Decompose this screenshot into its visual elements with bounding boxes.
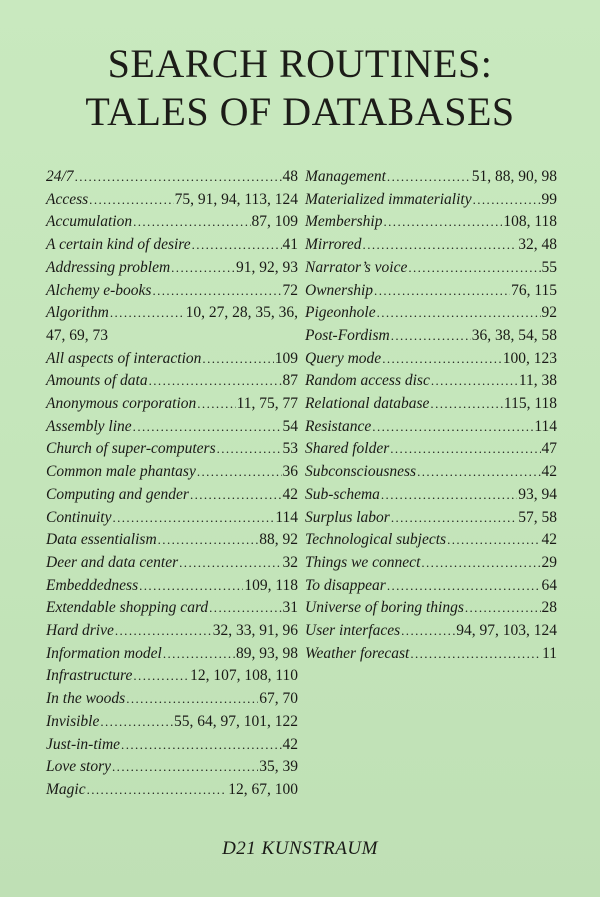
index-pages: 10, 27, 28, 35, 36, bbox=[185, 304, 298, 322]
dot-leader bbox=[391, 507, 517, 530]
index-term: User interfaces bbox=[305, 622, 401, 640]
index-entry bbox=[46, 393, 298, 416]
index-term: Random access disc bbox=[305, 372, 430, 390]
index-entry bbox=[46, 189, 298, 212]
index-term: Computing and gender bbox=[46, 485, 189, 503]
index-term: Hard drive bbox=[46, 622, 114, 640]
index-entry bbox=[46, 529, 298, 552]
index-term: 24/7 bbox=[46, 168, 74, 185]
index-term: Weather forecast bbox=[305, 644, 410, 662]
dot-leader bbox=[89, 189, 173, 212]
index-pages: 100, 123 bbox=[502, 349, 557, 367]
index-column-left bbox=[46, 166, 298, 802]
index-pages: 42 bbox=[282, 485, 298, 503]
index-term: Accumulation bbox=[46, 213, 133, 231]
index-term: Magic bbox=[46, 780, 86, 798]
index-pages: 47 bbox=[541, 440, 557, 458]
dot-leader bbox=[133, 665, 189, 688]
index-entry bbox=[305, 370, 557, 393]
index-pages: 11 bbox=[542, 644, 557, 662]
index-term: Relational database bbox=[305, 395, 430, 413]
index-entry bbox=[46, 688, 298, 711]
index-pages-continued: 47, 69, 73 bbox=[46, 326, 108, 344]
index-entry bbox=[46, 416, 298, 439]
dot-leader bbox=[112, 507, 274, 530]
dot-leader bbox=[179, 552, 281, 575]
index-pages: 48 bbox=[282, 168, 298, 185]
index-entry bbox=[46, 280, 298, 303]
index-term: Extendable shopping card bbox=[46, 599, 209, 617]
index-pages: 87 bbox=[282, 372, 298, 390]
dot-leader bbox=[387, 166, 471, 189]
dot-leader bbox=[171, 257, 235, 280]
dot-leader bbox=[410, 643, 541, 666]
index-pages: 75, 91, 94, 113, 124 bbox=[174, 190, 298, 208]
index-pages: 54 bbox=[282, 417, 298, 435]
index-pages: 99 bbox=[541, 190, 557, 208]
index-entry bbox=[46, 552, 298, 575]
index-pages: 51, 88, 90, 98 bbox=[471, 168, 557, 185]
dot-leader bbox=[473, 189, 541, 212]
index-entry bbox=[305, 348, 557, 371]
index-term: A certain kind of desire bbox=[46, 236, 191, 254]
index-term: Ownership bbox=[305, 281, 374, 299]
dot-leader bbox=[121, 734, 281, 757]
index-entry bbox=[46, 484, 298, 507]
index-term: Surplus labor bbox=[305, 508, 390, 526]
dot-leader bbox=[133, 211, 250, 234]
index-entry bbox=[305, 234, 557, 257]
index-entry bbox=[305, 484, 557, 507]
index-entry bbox=[305, 620, 557, 643]
index-pages: 91, 92, 93 bbox=[236, 258, 298, 276]
dot-leader bbox=[112, 756, 258, 779]
index-column-right bbox=[305, 166, 557, 665]
index-pages: 55 bbox=[541, 258, 557, 276]
dot-leader bbox=[430, 393, 502, 416]
index-pages: 28 bbox=[541, 599, 557, 617]
index-pages: 114 bbox=[534, 417, 557, 435]
dot-leader bbox=[75, 166, 282, 189]
index-pages: 53 bbox=[282, 440, 298, 458]
index-pages: 35, 39 bbox=[259, 758, 298, 776]
index-term: Resistance bbox=[305, 417, 372, 435]
dot-leader bbox=[384, 211, 503, 234]
dot-leader bbox=[374, 280, 510, 303]
index-entry bbox=[305, 166, 557, 189]
dot-leader bbox=[163, 643, 235, 666]
index-term: Query mode bbox=[305, 349, 382, 367]
index-term: Technological subjects bbox=[305, 531, 447, 549]
index-pages: 36 bbox=[282, 463, 298, 481]
index-pages: 57, 58 bbox=[518, 508, 557, 526]
index-entry bbox=[305, 597, 557, 620]
index-pages: 115, 118 bbox=[503, 395, 557, 413]
dot-leader bbox=[149, 370, 282, 393]
index-pages: 93, 94 bbox=[518, 485, 557, 503]
index-pages: 12, 107, 108, 110 bbox=[190, 667, 298, 685]
dot-leader bbox=[100, 711, 173, 734]
index-pages: 55, 64, 97, 101, 122 bbox=[174, 712, 298, 730]
index-term: Post-Fordism bbox=[305, 326, 390, 344]
dot-leader bbox=[197, 461, 282, 484]
index-entry bbox=[46, 348, 298, 371]
dot-leader bbox=[115, 620, 212, 643]
index-term: Amounts of data bbox=[46, 372, 148, 390]
index-term: To disappear bbox=[305, 576, 386, 594]
dot-leader bbox=[190, 484, 282, 507]
index-term: Data essentialism bbox=[46, 531, 157, 549]
index-term: Shared folder bbox=[305, 440, 390, 458]
index-term: Access bbox=[46, 190, 89, 208]
index-entry bbox=[305, 325, 557, 348]
index-term: Continuity bbox=[46, 508, 112, 526]
index-pages: 88, 92 bbox=[259, 531, 298, 549]
index-term: Common male phantasy bbox=[46, 463, 196, 481]
index-entry bbox=[46, 575, 298, 598]
index-term: In the woods bbox=[46, 690, 126, 708]
index-term: Embeddedness bbox=[46, 576, 139, 594]
index-pages: 87, 109 bbox=[251, 213, 298, 231]
index-term: Sub-schema bbox=[305, 485, 380, 503]
dot-leader bbox=[87, 779, 228, 802]
index-entry bbox=[46, 665, 298, 688]
dot-leader bbox=[417, 461, 540, 484]
dot-leader bbox=[363, 234, 518, 257]
dot-leader bbox=[447, 529, 540, 552]
index-entry bbox=[46, 711, 298, 734]
dot-leader bbox=[377, 302, 541, 325]
dot-leader bbox=[139, 575, 243, 598]
dot-leader bbox=[401, 620, 455, 643]
index-pages: 11, 75, 77 bbox=[236, 395, 298, 413]
index-entry bbox=[305, 393, 557, 416]
index-pages: 29 bbox=[541, 553, 557, 571]
index-term: Invisible bbox=[46, 712, 100, 730]
index-entry bbox=[305, 507, 557, 530]
index-term: Anonymous corporation bbox=[46, 395, 197, 413]
index-entry bbox=[46, 211, 298, 234]
index-entry bbox=[46, 779, 298, 802]
dot-leader bbox=[110, 302, 185, 325]
dot-leader bbox=[421, 552, 540, 575]
dot-leader bbox=[152, 280, 281, 303]
index-term: Things we connect bbox=[305, 553, 421, 571]
index-term: Alchemy e-books bbox=[46, 281, 152, 299]
index-entry bbox=[46, 166, 298, 189]
index-entry bbox=[46, 597, 298, 620]
index-term: Algorithm bbox=[46, 304, 109, 322]
dot-leader bbox=[431, 370, 518, 393]
dot-leader bbox=[126, 688, 258, 711]
dot-leader bbox=[408, 257, 540, 280]
index-term: Narrator’s voice bbox=[305, 258, 408, 276]
index-entry bbox=[46, 234, 298, 257]
index-pages: 42 bbox=[541, 463, 557, 481]
dot-leader bbox=[217, 438, 282, 461]
index-entry bbox=[46, 438, 298, 461]
index-entry bbox=[46, 461, 298, 484]
index-entry bbox=[305, 302, 557, 325]
index-term: Addressing problem bbox=[46, 258, 171, 276]
index-pages: 32 bbox=[282, 553, 298, 571]
index-entry bbox=[46, 370, 298, 393]
index-pages: 64 bbox=[541, 576, 557, 594]
publisher-name: D21 KUNSTRAUM bbox=[222, 838, 378, 859]
index-pages: 32, 48 bbox=[518, 236, 557, 254]
index-entry bbox=[305, 211, 557, 234]
index-pages: 108, 118 bbox=[503, 213, 557, 231]
index-term: Pigeonhole bbox=[305, 304, 376, 322]
index-pages: 36, 38, 54, 58 bbox=[471, 326, 557, 344]
index-term: Materialized immateriality bbox=[305, 190, 472, 208]
index-pages: 42 bbox=[282, 735, 298, 753]
index-pages: 41 bbox=[282, 236, 298, 254]
index-entry bbox=[46, 302, 298, 325]
title-line-2: TALES OF DATABASES bbox=[85, 89, 515, 134]
book-title bbox=[0, 40, 600, 136]
index-entry bbox=[46, 257, 298, 280]
index-entry bbox=[305, 575, 557, 598]
index-pages: 12, 67, 100 bbox=[228, 780, 298, 798]
index-entry bbox=[305, 438, 557, 461]
index-entry bbox=[46, 643, 298, 666]
dot-leader bbox=[381, 484, 517, 507]
index-pages: 92 bbox=[541, 304, 557, 322]
index-entry bbox=[305, 643, 557, 666]
dot-leader bbox=[133, 416, 282, 439]
index-pages: 94, 97, 103, 124 bbox=[456, 622, 557, 640]
index-pages: 89, 93, 98 bbox=[236, 644, 298, 662]
index-term: Subconsciousness bbox=[305, 463, 417, 481]
index-entry bbox=[46, 620, 298, 643]
index-pages: 72 bbox=[282, 281, 298, 299]
index-term: Love story bbox=[46, 758, 112, 776]
index-entry bbox=[305, 189, 557, 212]
index-entry bbox=[305, 280, 557, 303]
index-entry bbox=[305, 416, 557, 439]
index-pages: 109 bbox=[274, 349, 298, 367]
index-entry bbox=[46, 756, 298, 779]
index-term: Infrastructure bbox=[46, 667, 133, 685]
index-pages: 67, 70 bbox=[259, 690, 298, 708]
index-entry bbox=[305, 552, 557, 575]
index-pages: 42 bbox=[541, 531, 557, 549]
index-pages: 109, 118 bbox=[244, 576, 298, 594]
index-entry bbox=[305, 257, 557, 280]
index-term: Membership bbox=[305, 213, 383, 231]
index-term: Information model bbox=[46, 644, 162, 662]
dot-leader bbox=[192, 234, 282, 257]
index-term: Management bbox=[305, 168, 386, 185]
dot-leader bbox=[209, 597, 281, 620]
index-term: Assembly line bbox=[46, 417, 132, 435]
dot-leader bbox=[202, 348, 273, 371]
index-entry bbox=[46, 507, 298, 530]
title-line-1: SEARCH ROUTINES: bbox=[107, 41, 493, 86]
dot-leader bbox=[382, 348, 502, 371]
index-pages: 11, 38 bbox=[518, 372, 557, 390]
dot-leader bbox=[197, 393, 235, 416]
index-pages: 76, 115 bbox=[511, 281, 557, 299]
index-pages: 32, 33, 91, 96 bbox=[212, 622, 298, 640]
index-term: Deer and data center bbox=[46, 553, 179, 571]
dot-leader bbox=[391, 325, 471, 348]
index-entry bbox=[305, 461, 557, 484]
index-term: All aspects of interaction bbox=[46, 349, 202, 367]
index-term: Church of super-computers bbox=[46, 440, 216, 458]
dot-leader bbox=[465, 597, 541, 620]
index-entry bbox=[305, 529, 557, 552]
index-entry bbox=[46, 734, 298, 757]
index-pages: 114 bbox=[275, 508, 298, 526]
index-pages: 31 bbox=[282, 599, 298, 617]
index-term: Just-in-time bbox=[46, 735, 121, 753]
dot-leader bbox=[158, 529, 259, 552]
dot-leader bbox=[387, 575, 541, 598]
dot-leader bbox=[390, 438, 540, 461]
index-term: Universe of boring things bbox=[305, 599, 464, 617]
index-term: Mirrored bbox=[305, 236, 362, 254]
dot-leader bbox=[372, 416, 533, 439]
